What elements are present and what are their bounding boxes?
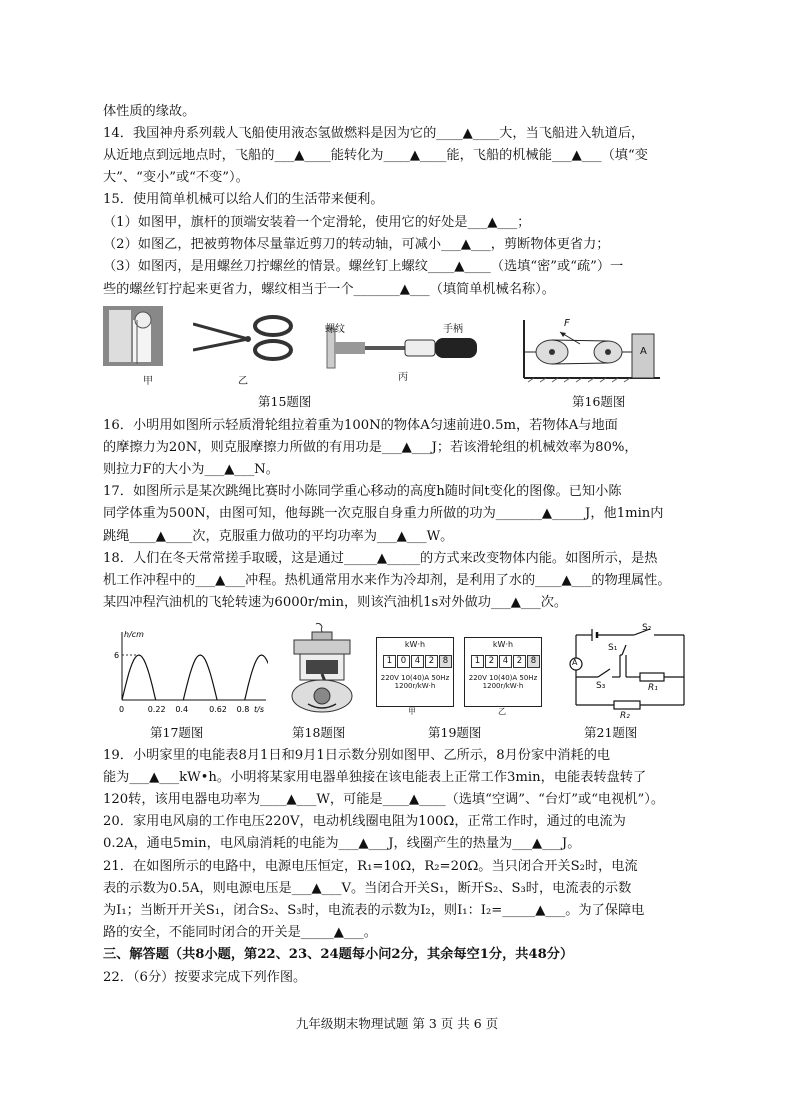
caption-fig17: 第17题图 [150,725,204,740]
text-line: （1）如图甲，旗杆的顶端安装着一个定滑轮，使用它的好处是___▲___； [103,215,531,230]
label-R2: R₂ [620,711,630,721]
figure-17-chart [108,628,268,720]
question-22: 22．（6分）按要求完成下列作图。 [103,970,307,985]
text-line: 机工作冲程中的___▲___冲程。热机通常用水来作为冷却剂，是利用了水的____▲___的物理属性。 [103,573,671,588]
x-tick-label: 0.62 [209,705,227,714]
question-18: 18．人们在冬天常常搓手取暖，这是通过_____▲_____的方式来改变物体内能。如图所示，是热 [103,551,658,566]
question-17: 17．如图所示是某次跳绳比赛时小陈同学重心移动的高度h随时间t变化的图像。已知小陈 [103,484,622,499]
label-meter-jia: 甲 [408,707,416,716]
meter-yi [464,637,542,707]
label-jia: 甲 [143,376,153,387]
text-line: 则拉力F的大小为___▲___N。 [103,462,279,477]
text-line: 能为___▲___kW•h。小明将某家用电器单独接在该电能表上正常工作3min，电能表转盘转了 [103,770,647,785]
scissors-image [193,312,298,362]
text-line: 120转，该用电器电功率为____▲___W，可能是____▲____（选填“空调”、“台灯”或“电视机”）。 [103,792,665,807]
text-line: 跳绳____▲____次，克服重力做功的平均功率为___▲___W。 [103,529,454,544]
digit: 1 [383,655,396,668]
digit: 1 [471,655,484,668]
page-footer: 九年级期末物理试题 第 3 页 共 6 页 [295,1016,499,1031]
x-tick-label: 0.8 [236,705,250,714]
caption-fig21: 第21题图 [584,725,638,740]
meter-unit: kW·h [404,640,426,649]
meter-rev: 1200r/kW·h [482,682,524,690]
digit: 8 [527,655,540,668]
y-tick-label: 6 [114,651,120,660]
figure-15 [103,306,503,386]
figure-18 [288,622,358,714]
text-line: （3）如图丙，是用螺丝刀拧螺丝的情景。螺丝钉上螺纹____▲____（选填“密”或“疏”）一 [103,259,624,274]
caption-fig16: 第16题图 [572,394,626,409]
figure-21 [564,625,694,720]
figure-16 [520,318,665,384]
label-S3: S₃ [596,681,606,691]
engine-stroke-diagram [288,622,358,714]
label-meter-yi: 乙 [498,707,506,716]
text-line: 表的示数为0.5A，则电源电压是___▲___V。当闭合开关S₁，断开S₂、S₃时，电流表的示数 [103,881,632,896]
text-line: 的摩擦力为20N，则克服摩擦力所做的有用功是___▲___J；若该滑轮组的机械效率为80%， [103,440,638,455]
label-block-A: A [640,346,647,357]
label-luowen: 螺纹 [325,324,345,335]
text-line: 同学体重为500N，由图可知，他每跳一次克服自身重力所做的功为_______▲_____J，他1min内 [103,506,664,521]
text-line: 从近地点到远地点时，飞船的___▲____能转化为____▲____能，飞船的机械能___▲___（填“变 [103,148,648,163]
caption-fig15: 第15题图 [258,394,312,409]
text-line: 路的安全，不能同时闭合的开关是_____▲___。 [103,925,377,940]
section-3-heading: 三、解答题（共8小题，第22、23、24题每小问2分，其余每空1分，共48分） [103,947,574,962]
label-S1: S₁ [608,643,618,653]
text-line: 体性质的缘故。 [103,104,196,119]
ammeter-label: A [572,658,578,667]
circuit-diagram [564,625,694,720]
text-line: 大”、“变小”或“不变”）。 [103,170,249,185]
label-bing: 丙 [398,372,408,383]
question-14: 14．我国神舟系列载人飞船使用液态氢做燃料是因为它的____▲____大，当飞船进入轨道后， [103,126,645,141]
text-line: 为I₁；当断开开关S₁，闭合S₂、S₃时，电流表的示数为I₂，则I₁：I₂=_____▲___。为了保障电 [103,903,645,918]
meter-unit: kW·h [492,640,514,649]
caption-fig18: 第18题图 [292,725,346,740]
label-yi: 乙 [238,376,248,387]
digit: 0 [397,655,410,668]
meter-spec: 220V 10(40)A 50Hz [380,674,450,682]
text-line: 些的螺丝钉拧起来更省力，螺纹相当于一个_______▲___（填简单机械名称）。 [103,282,555,297]
x-tick-label: 0.22 [147,705,166,714]
question-21: 21．在如图所示的电路中，电源电压恒定，R₁=10Ω，R₂=20Ω。当只闭合开关S₂时，电流 [103,859,638,874]
flagpole-pulley-image [103,306,163,366]
label-R1: R₁ [648,683,658,693]
meter-digits [383,652,453,668]
question-16: 16．小明用如图所示轻质滑轮组拉着重为100N的物体A匀速前进0.5m，若物体A与地面 [103,418,618,433]
question-20: 20．家用电风扇的工作电压220V，电动机线圈电阻为100Ω，正常工作时，通过的电流为 [103,814,626,829]
height-time-chart [108,628,268,720]
label-force-F: F [564,318,570,329]
digit: 2 [485,655,498,668]
label-shoubing: 手柄 [443,324,463,335]
meter-rev: 1200r/kW·h [394,682,436,690]
series-line [122,655,268,700]
meter-digits [471,652,541,668]
meter-spec: 220V 10(40)A 50Hz [468,674,538,682]
x-tick-label: 0 [119,705,125,714]
question-15: 15．使用简单机械可以给人们的生活带来便利。 [103,192,384,207]
digit: 4 [411,655,424,668]
x-tick-label: 0.4 [175,705,189,714]
digit: 4 [499,655,512,668]
meter-jia [376,637,454,707]
text-line: 0.2A，通电5min，电风扇消耗的电能为___▲___J，线圈产生的热量为___▲___J。 [103,836,581,851]
digit: 2 [425,655,438,668]
x-axis-label: t/s [254,705,264,714]
y-axis-label: h/cm [124,630,144,639]
label-S2: S₂ [642,623,652,633]
question-19: 19．小明家里的电能表8月1日和9月1日示数分别如图甲、乙所示，8月份家中消耗的电 [103,748,611,763]
text-line: 某四冲程汽油机的飞轮转速为6000r/min，则该汽油机1s对外做功___▲___次。 [103,595,568,610]
text-line: （2）如图乙，把被剪物体尽量靠近剪刀的转动轴，可减小___▲___，剪断物体更省力； [103,237,610,252]
caption-fig19: 第19题图 [428,725,482,740]
digit: 2 [513,655,526,668]
digit: 8 [439,655,452,668]
